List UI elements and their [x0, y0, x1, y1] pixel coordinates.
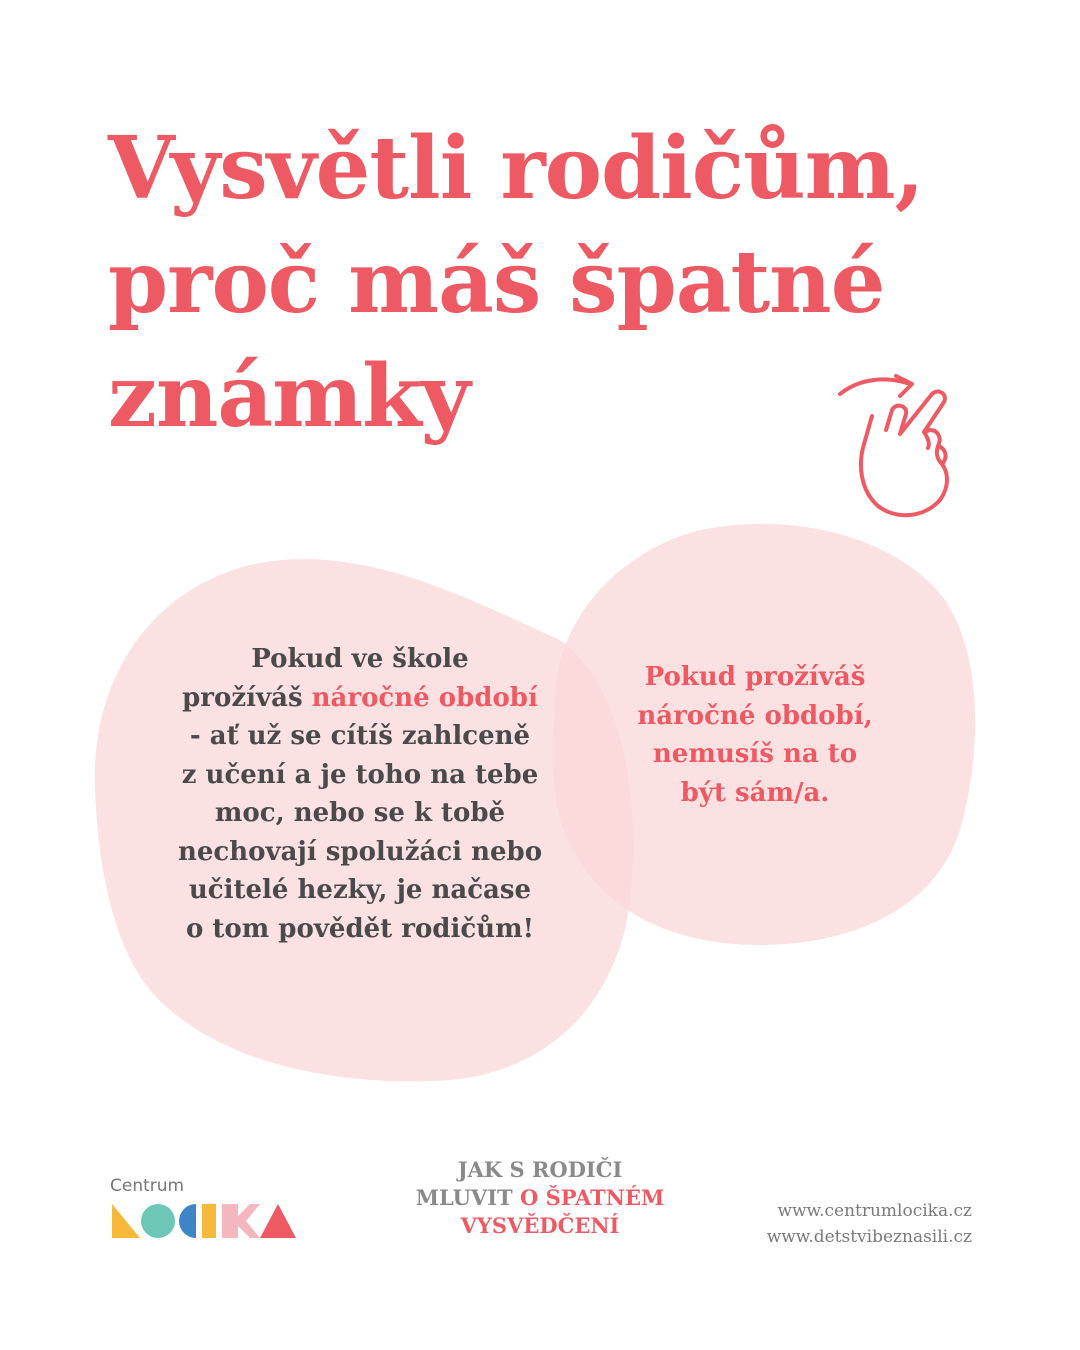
right-bubble-text [605, 658, 905, 812]
left-line-1: Pokud ve škole [251, 644, 469, 674]
left-line-5: moc, nebo se k tobě [214, 798, 506, 828]
left-line-2-start: prožíváš [182, 682, 312, 713]
tagline-line-2-highlight: O ŠPATNÉM [519, 1185, 665, 1210]
left-bubble-text [140, 640, 580, 948]
locika-wordmark [110, 1200, 300, 1242]
left-line-3: - ať už se cítíš zahlceně [189, 721, 531, 751]
tagline-line-2 [390, 1184, 690, 1212]
logo-label: Centrum [110, 1176, 185, 1196]
logo-letter-l [112, 1204, 140, 1238]
tagline-line-2-start: MLUVIT [415, 1185, 520, 1210]
logo-letter-a [260, 1204, 296, 1238]
left-line-8: o tom povědět rodičům! [185, 913, 535, 944]
right-line-2: náročné období, [637, 700, 873, 731]
centrum-locika-logo[interactable] [110, 1176, 310, 1246]
left-line-4: z učení a je toho na tebe [181, 759, 539, 790]
campaign-tagline [390, 1156, 690, 1240]
right-line-3: nemusíš na to [652, 739, 858, 769]
left-line-7: učitelé hezky, je načase [188, 875, 532, 905]
left-line-6: nechovají spolužáci nebo [177, 836, 543, 867]
logo-letter-o [141, 1204, 175, 1238]
logo-letter-c [179, 1204, 196, 1238]
right-line-4: být sám/a. [680, 777, 830, 808]
url-centrumlocika[interactable]: www.centrumlocika.cz [777, 1201, 972, 1221]
footer-links [767, 1198, 972, 1250]
right-line-1: Pokud prožíváš [644, 662, 866, 692]
tagline-line-1: JAK S RODIČI [457, 1157, 623, 1182]
tagline-line-3: VYSVĚDČENÍ [460, 1213, 620, 1238]
left-line-2-highlight: náročné období [311, 682, 538, 713]
left-line-2 [140, 679, 580, 718]
logo-letter-i [202, 1204, 216, 1238]
title-line-3: známky [108, 346, 470, 447]
logo-letter-k [222, 1204, 260, 1238]
title-line-1: Vysvětli rodičům, [108, 118, 924, 219]
title-line-2: proč máš špatné [108, 232, 885, 333]
url-detstvibeznasili[interactable]: www.detstvibeznasili.cz [766, 1227, 972, 1247]
